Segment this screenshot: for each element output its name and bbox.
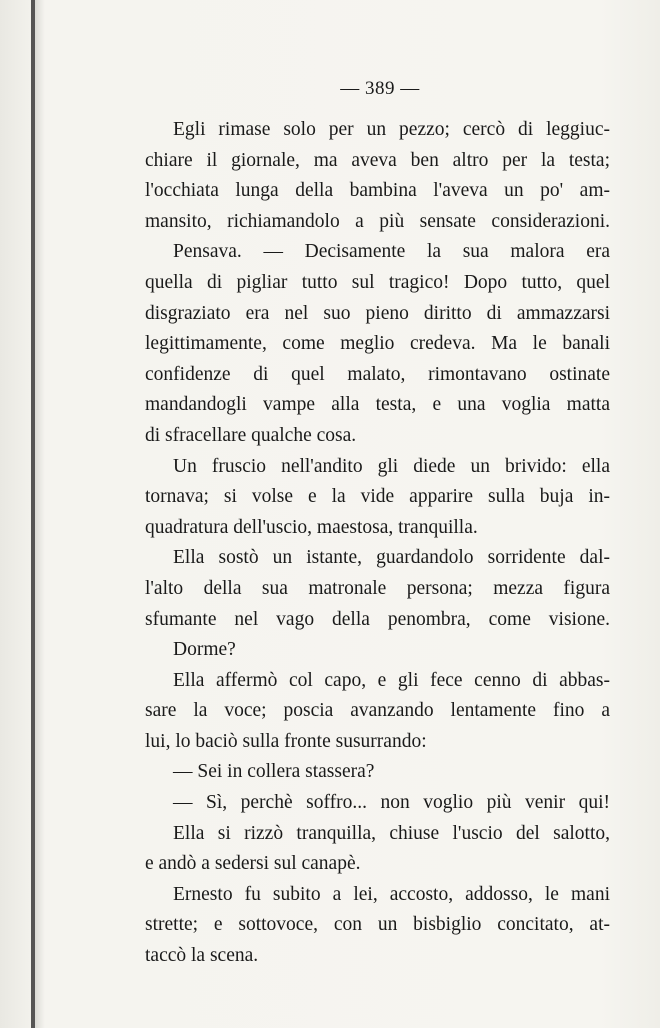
body-text	[145, 115, 610, 972]
text-line: legittimamente, come meglio credeva. Ma le banali	[145, 333, 610, 355]
text-line: e andò a sedersi sul canapè.	[145, 853, 361, 875]
text-line: chiare il giornale, ma aveva ben altro per la testa;	[145, 149, 610, 171]
text-line: l'occhiata lunga della bambina l'aveva un po' am-	[145, 180, 610, 202]
text-line: confidenze di quel malato, rimontavano ostinate	[145, 363, 610, 385]
text-line: sfumante nel vago della penombra, come visione.	[145, 608, 610, 630]
binding-shadow	[35, 0, 45, 1028]
text-line: mandandogli vampe alla testa, e una voglia matta	[145, 394, 610, 416]
text-line: mansito, richiamandolo a più sensate considerazioni.	[145, 210, 610, 232]
text-line: lui, lo baciò sulla fronte susurrando:	[145, 730, 427, 752]
text-line: quadratura dell'uscio, maestosa, tranquilla.	[145, 516, 478, 538]
text-line: di sfracellare qualche cosa.	[145, 424, 357, 446]
text-line: quella di pigliar tutto sul tragico! Dopo tutto, quel	[145, 271, 610, 293]
text-line: Ella sostò un istante, guardandolo sorridente dal-	[173, 547, 610, 569]
text-line: — Sei in collera stassera?	[173, 761, 375, 783]
text-line: Ernesto fu subito a lei, accosto, addosso, le mani	[173, 883, 610, 905]
text-line: Un fruscio nell'andito gli diede un brivido: ella	[173, 455, 610, 477]
text-line: — Sì, perchè soffro... non voglio più venir qui!	[173, 792, 610, 814]
text-line: Pensava. — Decisamente la sua malora era	[173, 241, 610, 263]
text-line: sare la voce; poscia avanzando lentamente fino a	[145, 700, 610, 722]
text-line: taccò la scena.	[145, 945, 259, 967]
text-line: strette; e sottovoce, con un bisbiglio concitato, at-	[145, 914, 610, 936]
text-line: Ella affermò col capo, e gli fece cenno di abbas-	[173, 669, 610, 691]
text-line: disgraziato era nel suo pieno diritto di ammazzarsi	[145, 302, 610, 324]
text-line: l'alto della sua matronale persona; mezza figura	[145, 577, 610, 599]
page-number: — 389 —	[340, 78, 420, 99]
text-line: tornava; si volse e la vide apparire sulla buja in-	[145, 486, 610, 508]
text-line: Ella si rizzò tranquilla, chiuse l'uscio del salotto,	[173, 822, 610, 844]
text-line: Egli rimase solo per un pezzo; cercò di leggiuc-	[173, 119, 610, 140]
text-line: Dorme?	[173, 639, 236, 661]
